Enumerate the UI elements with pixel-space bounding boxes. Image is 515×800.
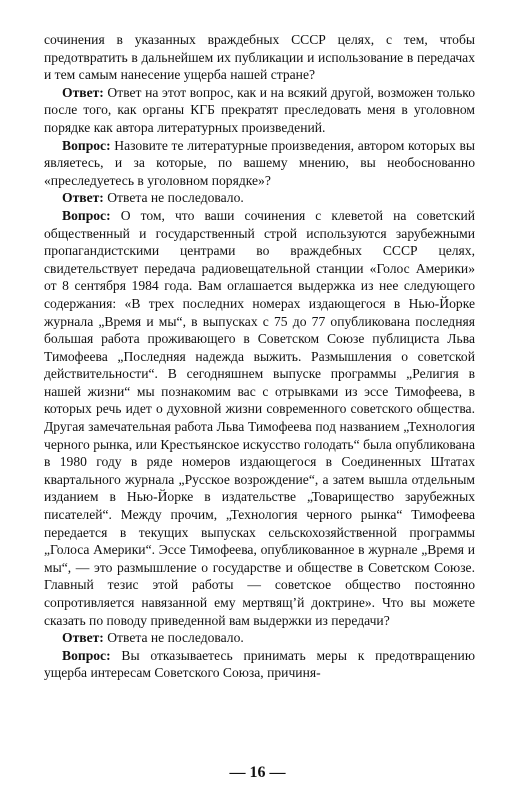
paragraph-answer	[44, 189, 475, 207]
document-page	[44, 31, 475, 682]
paragraph-question	[44, 647, 475, 682]
question-label: Вопрос:	[62, 647, 111, 663]
paragraph-text: Ответа не последовало.	[103, 190, 244, 206]
page-number: — 16 —	[229, 764, 286, 781]
paragraph-continuation	[44, 31, 475, 84]
paragraph-text: сочинения в указанных враждебных СССР целях, с тем, чтобы предотвратить в дальнейшем их публикации и использование в передачах и тем самым нанесение ущерба нашей стране?	[44, 32, 475, 83]
paragraph-question	[44, 137, 475, 190]
answer-label: Ответ:	[62, 190, 104, 206]
paragraph-text: Ответ на этот вопрос, как и на всякий другой, возможен только после того, как органы КГБ прекратят преследовать меня в уголовном порядке как автора литературных произведений.	[44, 84, 475, 135]
answer-label: Ответ:	[62, 630, 104, 646]
paragraph-text: Назовите те литературные произведения, автором которых вы являетесь, и за которые, по вашему мнению, вы необоснованно «преследуетесь в уголовном порядке»?	[44, 137, 475, 188]
paragraph-text: Ответа не последовало.	[103, 630, 244, 646]
paragraph-answer	[44, 629, 475, 647]
paragraph-text: Вы отказываетесь принимать меры к предотвращению ущерба интересам Советского Союза, причиня-	[44, 647, 475, 681]
paragraph-text: О том, что ваши сочинения с клеветой на советский общественный и государственный строй используются зарубежными пропагандистскими центрами во враждебных СССР целях, свидетельствует передача радиовещательной станции «Голос Америки» от 8 сентября 1984 года. Вам оглашается выдержка из нее следующего содержания: «В трех последних номерах издающегося в Нью-Йорке журнала „Время и мы“, в выпусках с 75 до 77 опубликована последняя большая работа проживающего в Советском Союзе публициста Льва Тимофеева „Последняя надежда выжить. Размышления о советской действительности“. В сегодняшнем выпуске программы „Религия в нашей жизни“ мы познакомим вас с отрывками из эссе Тимофеева, в которых речь идет о духовной жизни современного советского общества. Другая замечательная работа Льва Тимофеева под названием „Технология черного рынка, или Крестьянское искусство голодать“ была опубликована в 1980 году в ряде номеров издающегося в Соединенных Штатах квартального журнала „Русское возрождение“, а затем вышла отдельным изданием в Нью-Йорке в издательстве „Товарищество зарубежных писателей“. Между прочим, „Технология черного рынка“ Тимофеева передается в текущих выпусках сельскохозяйственной программы „Голоса Америки“. Эссе Тимофеева, опубликованное в журнале „Время и мы“, — это размышление о государстве и обществе в Советском Союзе. Главный тезис этой работы — советское общество постоянно сопротивляется навязанной ему мертвящ’й доктрине». Что вы можете сказать по поводу приведенной вам выдержки из передачи?	[44, 207, 475, 628]
answer-label: Ответ:	[62, 84, 104, 100]
question-label: Вопрос:	[62, 207, 111, 223]
paragraph-answer	[44, 84, 475, 137]
paragraph-question	[44, 207, 475, 629]
question-label: Вопрос:	[62, 137, 111, 153]
